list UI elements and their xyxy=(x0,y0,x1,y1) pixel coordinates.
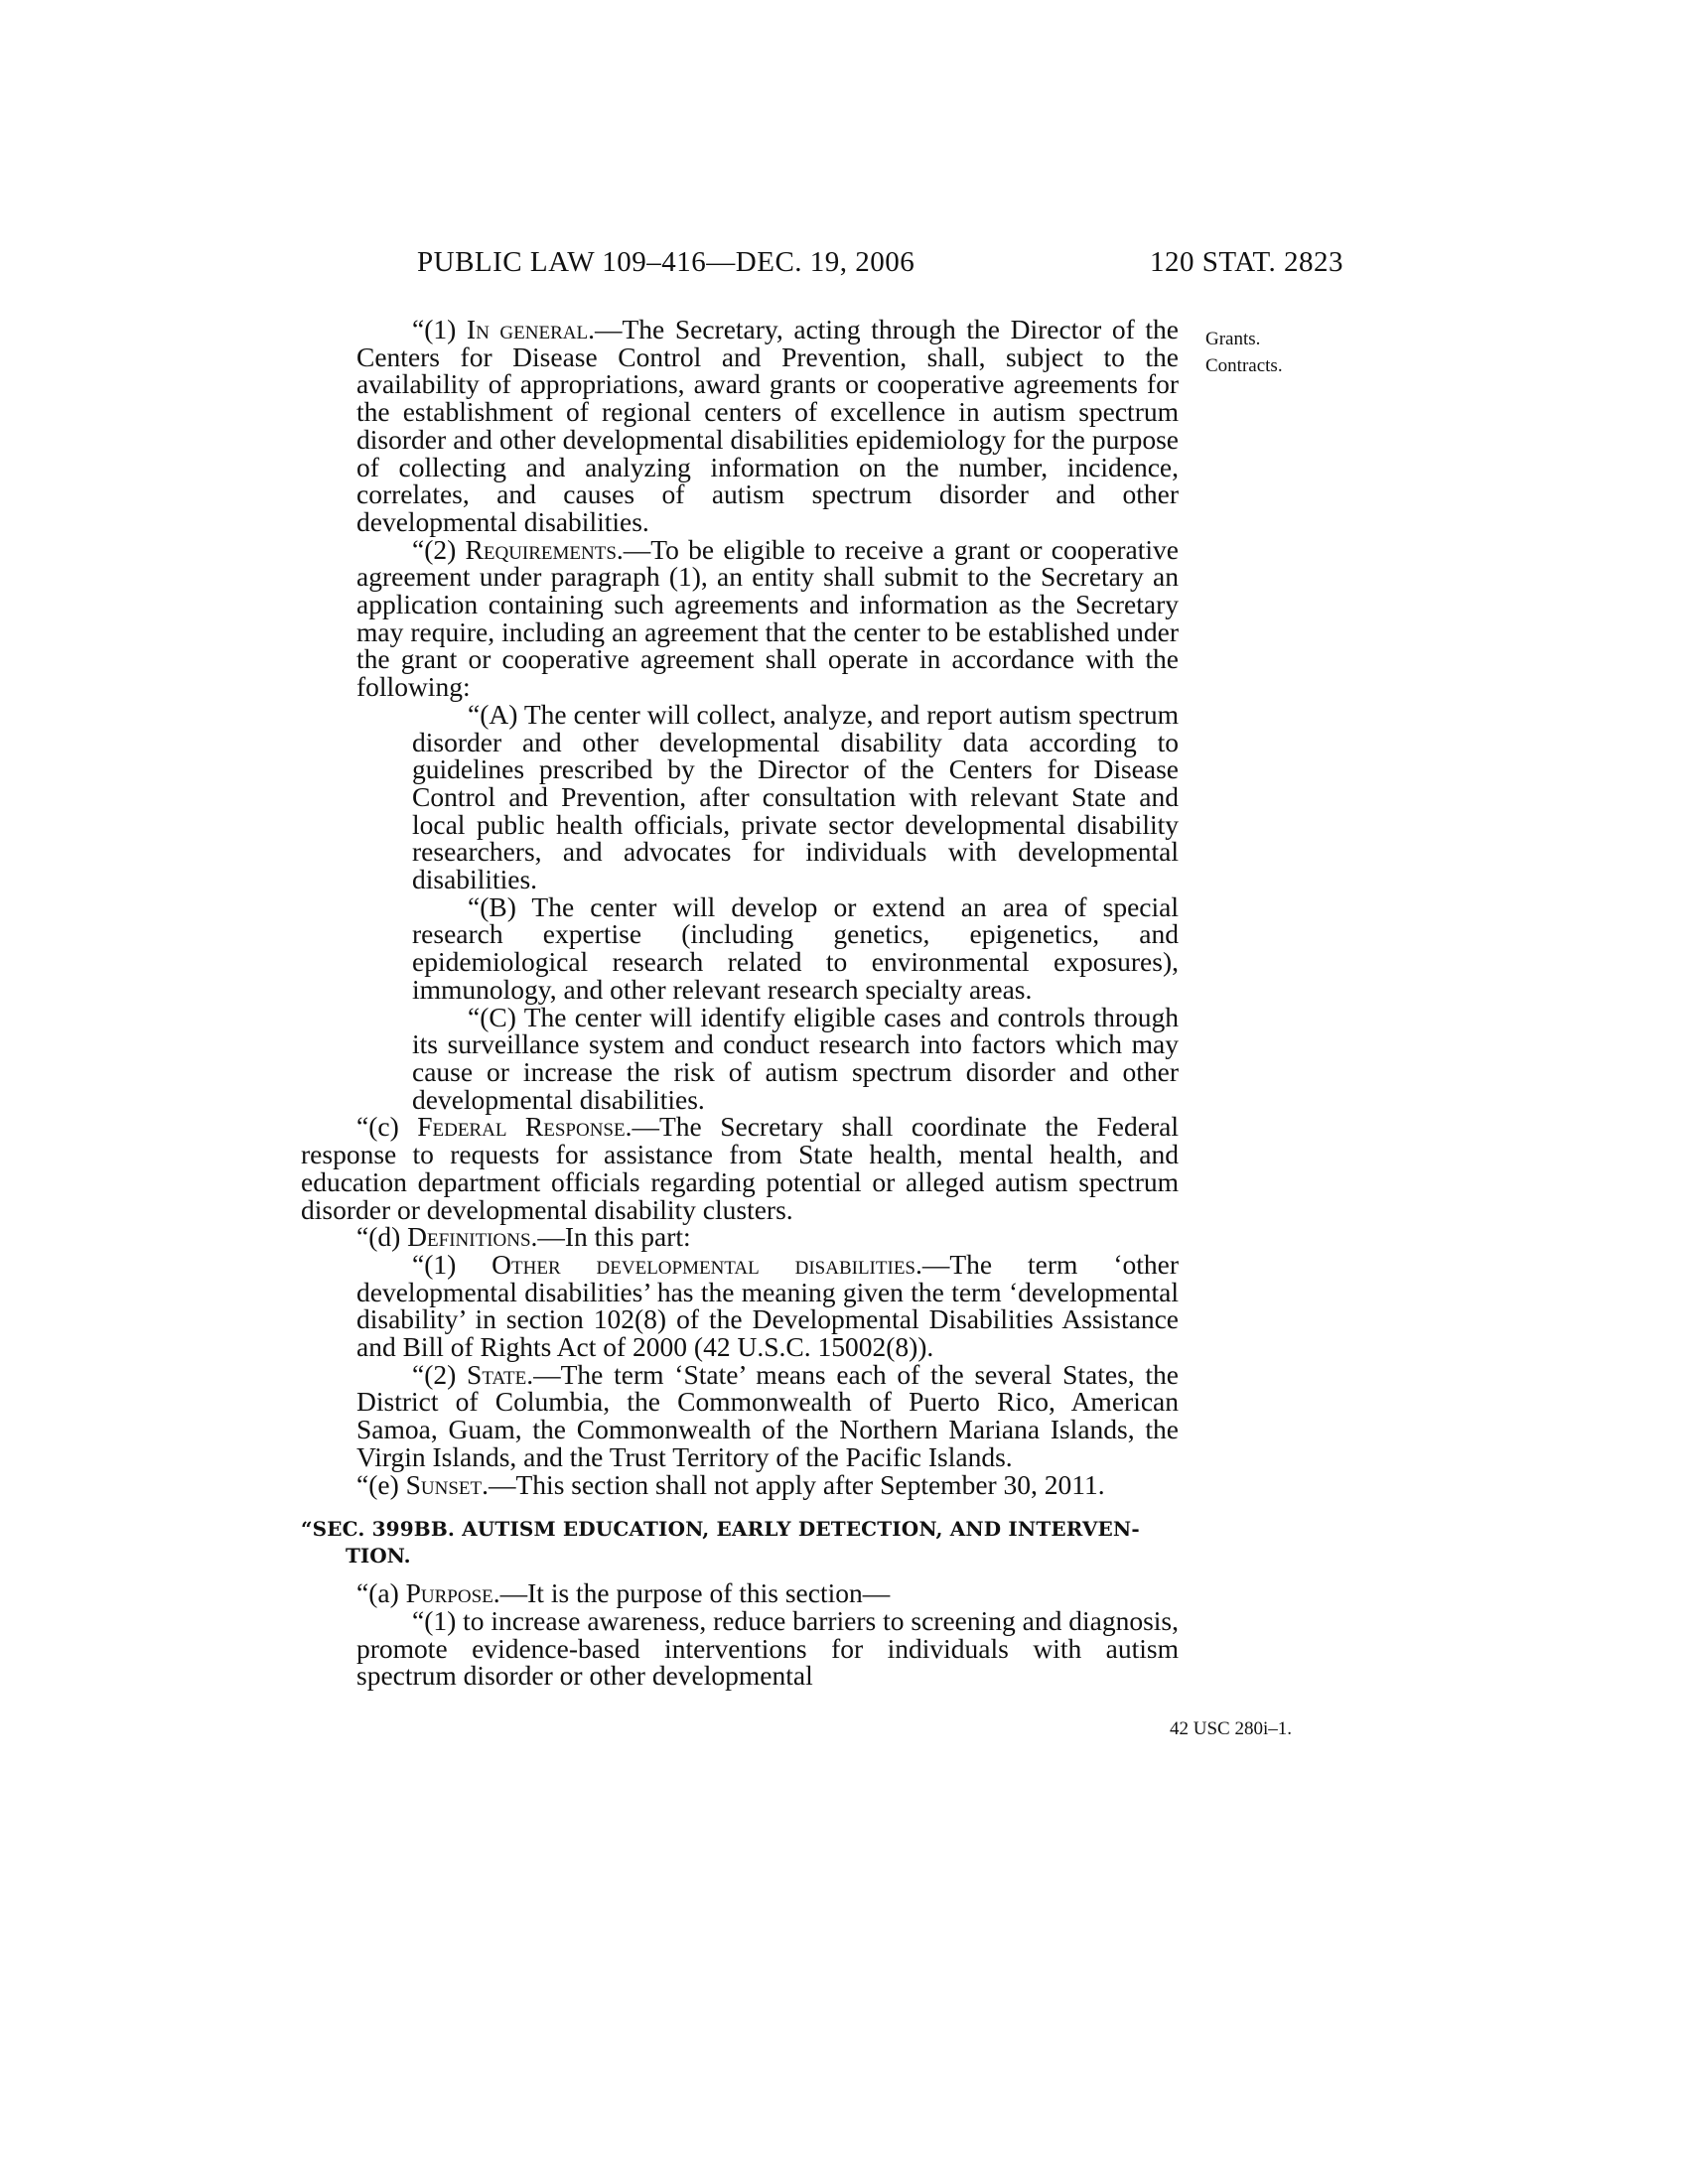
definition-1-other-developmental-disabilities xyxy=(356,1248,1179,1363)
paragraph-number: “(1) xyxy=(412,1248,492,1280)
subsection-text: .—In this part: xyxy=(530,1221,691,1253)
paragraph-text: .—The Secretary, acting through the Director of the Centers for Disease Control and Prevention, shall, subject to the availability of appropriations, award grants or cooperative agreements for the establishment of regional centers of excellence in autism spectrum disorder and other developmental disabilities epidemiology for the purpose of collecting and analyzing information on the number, incidence, correlates, and causes of autism spectrum disorder and other developmental disabilities. xyxy=(356,314,1179,537)
section-heading-line-2: TION. xyxy=(346,1544,411,1569)
subsection-number: “(c) xyxy=(356,1111,418,1143)
subsection-e-sunset xyxy=(301,1468,1179,1500)
subsection-heading: Purpose xyxy=(405,1577,493,1609)
subsection-number: “(a) xyxy=(356,1577,406,1609)
section-heading-line-1: “SEC. 399BB. AUTISM EDUCATION, EARLY DETECTION, AND INTERVEN- xyxy=(301,1517,1140,1542)
subsection-a-purpose xyxy=(301,1579,1179,1607)
subparagraph-c: “(C) The center will identify eligible cases and controls through its surveillance system and conduct research into factors which may cause or increase the risk of autism spectrum disorder and other developmental disabilities. xyxy=(412,1001,1179,1115)
definition-2-state xyxy=(356,1358,1179,1472)
running-header-law: PUBLIC LAW 109–416—DEC. 19, 2006 xyxy=(417,246,915,278)
subparagraph-a: “(A) The center will collect, analyze, and report autism spectrum disorder and other developmental disability data according to guidelines prescribed by the Director of the Centers for Disease Control and Prevention, after consultation with relevant State and local public health officials, private sector developmental disability researchers, and advocates for individuals with developmental disabilities. xyxy=(412,698,1179,895)
section-heading-399bb xyxy=(301,1516,1179,1570)
paragraph-number: “(2) xyxy=(412,1358,468,1390)
paragraph-2-requirements xyxy=(356,533,1179,703)
paragraph-heading: State xyxy=(467,1358,527,1390)
paragraph-text: .—To be eligible to receive a grant or cooperative agreement under paragraph (1), an entity shall submit to the Secretary an application containing such agreements and information as the Secretary may require, including an agreement that the center to be established under the grant or cooperative agreement shall operate in accordance with the following: xyxy=(356,533,1179,703)
subsection-number: “(d) xyxy=(356,1221,408,1253)
subsection-heading: Sunset xyxy=(405,1468,483,1500)
subsection-heading: Federal Response xyxy=(417,1111,626,1143)
subsection-text: .—It is the purpose of this section— xyxy=(492,1577,891,1609)
paragraph-number: “(2) xyxy=(412,533,466,565)
subparagraph-b: “(B) The center will develop or extend an area of special research expertise (including genetics, epigenetics, and epidemiological research related to environmental exposures), immunology, and other relevant research specialty areas. xyxy=(412,890,1179,1005)
paragraph-text: .—The term ‘State’ means each of the several States, the District of Columbia, the Commonwealth of Puerto Rico, American Samoa, Guam, the Commonwealth of the Northern Mariana Islands, the Virgin Islands, and the Trust Territory of the Pacific Islands. xyxy=(356,1358,1179,1472)
subsection-text: .—This section shall not apply after September 30, 2011. xyxy=(482,1468,1105,1500)
paragraph-number: “(1) xyxy=(412,314,467,344)
paragraph-heading: In general xyxy=(466,314,589,344)
margin-note-grants: Grants. xyxy=(1205,329,1261,349)
subsection-number: “(e) xyxy=(356,1468,406,1500)
paragraph-heading: Requirements xyxy=(465,533,617,565)
paragraph-1-in-general xyxy=(356,316,1179,536)
subsection-c-federal-response xyxy=(301,1113,1179,1223)
subsection-d-definitions xyxy=(301,1223,1179,1251)
subsection-heading: Definitions xyxy=(407,1221,531,1253)
purpose-paragraph-1: “(1) to increase awareness, reduce barriers to screening and diagnosis, promote evidence-based interventions for individuals with autism spectrum disorder or other developmental xyxy=(356,1604,1179,1692)
margin-note-grants-contracts xyxy=(1205,326,1283,379)
margin-note-contracts: Contracts. xyxy=(1205,355,1283,376)
margin-note-usc-citation: 42 USC 280i–1. xyxy=(1170,1718,1292,1739)
subsection-text: .—The Secretary shall coordinate the Federal response to requests for assistance from State health, mental health, and education department officials regarding potential or alleged autism spectrum disorder or developmental disability clusters. xyxy=(301,1111,1179,1225)
paragraph-text: .—The term ‘other developmental disabilities’ has the meaning given the term ‘developmental disability’ in section 102(8) of the Developmental Disabilities Assistance and Bill of Rights Act of 2000 (42 U.S.C. 15002(8)). xyxy=(356,1248,1179,1363)
statute-text-column xyxy=(301,316,1179,1690)
paragraph-heading: Other developmental disabilities xyxy=(492,1248,915,1280)
running-header-stat-page: 120 STAT. 2823 xyxy=(1150,246,1344,278)
